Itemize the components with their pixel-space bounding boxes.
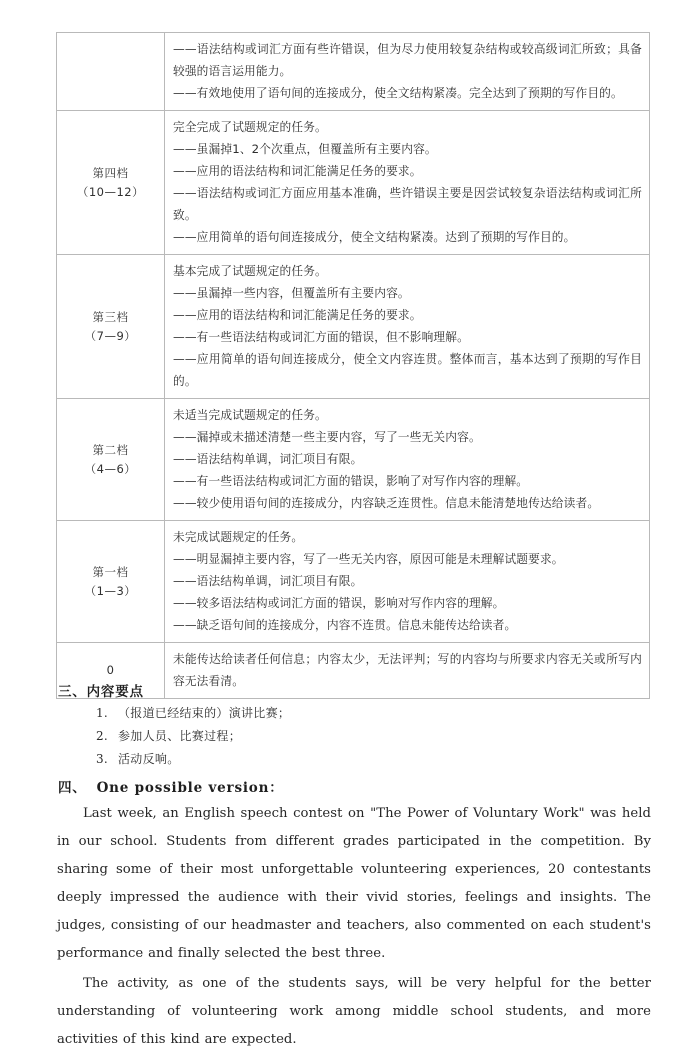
band-range: （10—12） [76,184,145,199]
table-row [57,521,650,643]
band-description-cell [165,111,650,255]
scoring-criteria-table [56,32,650,699]
criteria-line: ——明显漏掉主要内容，写了一些无关内容，原因可能是未理解试题要求。 [173,552,564,566]
criteria-line: ——有一些语法结构或词汇方面的错误，影响了对写作内容的理解。 [173,474,529,488]
band-description-cell [165,33,650,111]
table-row [57,111,650,255]
band-description-cell [165,521,650,643]
criteria-line: ——虽漏掉1、2个次重点，但覆盖所有主要内容。 [173,142,437,156]
criteria-line: ——应用简单的语句间连接成分，使全文内容连贯。整体而言，基本达到了预期的写作目的。 [173,352,642,388]
criteria-line: 未完成试题规定的任务。 [173,530,304,544]
section-heading-content-points: 三、内容要点 [58,684,144,700]
list-item-label: （报道已经结束的）演讲比赛； [118,706,291,720]
criteria-line: ——漏掉或未描述清楚一些主要内容，写了一些无关内容。 [173,430,481,444]
list-item [96,725,290,748]
criteria-line: ——应用的语法结构和词汇能满足任务的要求。 [173,164,422,178]
band-description-cell [165,643,650,699]
criteria-line: ——有一些语法结构或词汇方面的错误，但不影响理解。 [173,330,469,344]
criteria-line: ——应用简单的语句间连接成分，使全文结构紧凑。达到了预期的写作目的。 [173,230,576,244]
band-range: （4—6） [84,461,137,476]
criteria-line: ——较少使用语句间的连接成分，内容缺乏连贯性。信息未能清楚地传达给读者。 [173,496,600,510]
table-row [57,255,650,399]
sample-answer-body [57,800,651,1056]
table-row [57,33,650,111]
list-item [96,748,290,771]
criteria-line: ——有效地使用了语句间的连接成分，使全文结构紧凑。完全达到了预期的写作目的。 [173,86,623,100]
list-item-label: 活动反响。 [118,752,180,766]
table-row [57,399,650,521]
answer-paragraph: The activity, as one of the students says, will be very helpful for the better understanding of volunteering work among middle school students, and more activities of this kind are expected. [57,976,651,1047]
band-label-cell [57,399,165,521]
band-name: 第一档 [92,564,129,579]
section-heading-possible-version [58,776,284,796]
answer-paragraph: Last week, an English speech contest on "The Power of Voluntary Work" was held in our school. Students from different grades participated in the competition. By sharing some of their most unforgettable volunteering experiences, 20 contestants deeply impressed the audience with their vivid stories, feelings and insights. The judges, consisting of our headmaster and teachers, also commented on each student's performance and finally selected the best three. [57,806,651,961]
criteria-line: 未适当完成试题规定的任务。 [173,408,327,422]
list-item-number: 3. [96,752,109,766]
list-item-number: 1. [96,706,109,720]
section-number: 四、 [58,780,87,796]
band-label-cell [57,255,165,399]
table-row [57,643,650,699]
criteria-line: 完全完成了试题规定的任务。 [173,120,327,134]
band-name: 第四档 [92,165,129,180]
band-label-cell [57,33,165,111]
scoring-table-body [57,33,650,699]
list-item-label: 参加人员、比赛过程； [118,729,242,743]
criteria-line: 基本完成了试题规定的任务。 [173,264,327,278]
band-label-cell [57,111,165,255]
list-item-number: 2. [96,729,109,743]
band-range: （7—9） [84,328,137,343]
criteria-line: ——缺乏语句间的连接成分，内容不连贯。信息未能传达给读者。 [173,618,517,632]
band-name: 0 [106,663,115,677]
band-name: 第二档 [92,442,129,457]
criteria-line: ——语法结构或词汇方面应用基本准确，些许错误主要是因尝试较复杂语法结构或词汇所致。 [173,186,642,222]
list-item [96,702,290,725]
criteria-line: 未能传达给读者任何信息；内容太少，无法评判；写的内容均与所要求内容无关或所写内容无法看清。 [173,652,642,688]
band-name: 第三档 [92,309,129,324]
criteria-line: ——语法结构单调，词汇项目有限。 [173,574,363,588]
band-description-cell [165,255,650,399]
band-label-cell [57,521,165,643]
criteria-line: ——虽漏掉一些内容，但覆盖所有主要内容。 [173,286,410,300]
section-title: One possible version： [96,780,284,796]
criteria-line: ——语法结构单调，词汇项目有限。 [173,452,363,466]
criteria-line: ——较多语法结构或词汇方面的错误，影响对写作内容的理解。 [173,596,505,610]
criteria-line: ——语法结构或词汇方面有些许错误，但为尽力使用较复杂结构或较高级词汇所致；具备较强的语言运用能力。 [173,42,642,78]
band-range: （1—3） [84,583,137,598]
band-description-cell [165,399,650,521]
content-points-list [96,702,290,771]
criteria-line: ——应用的语法结构和词汇能满足任务的要求。 [173,308,422,322]
